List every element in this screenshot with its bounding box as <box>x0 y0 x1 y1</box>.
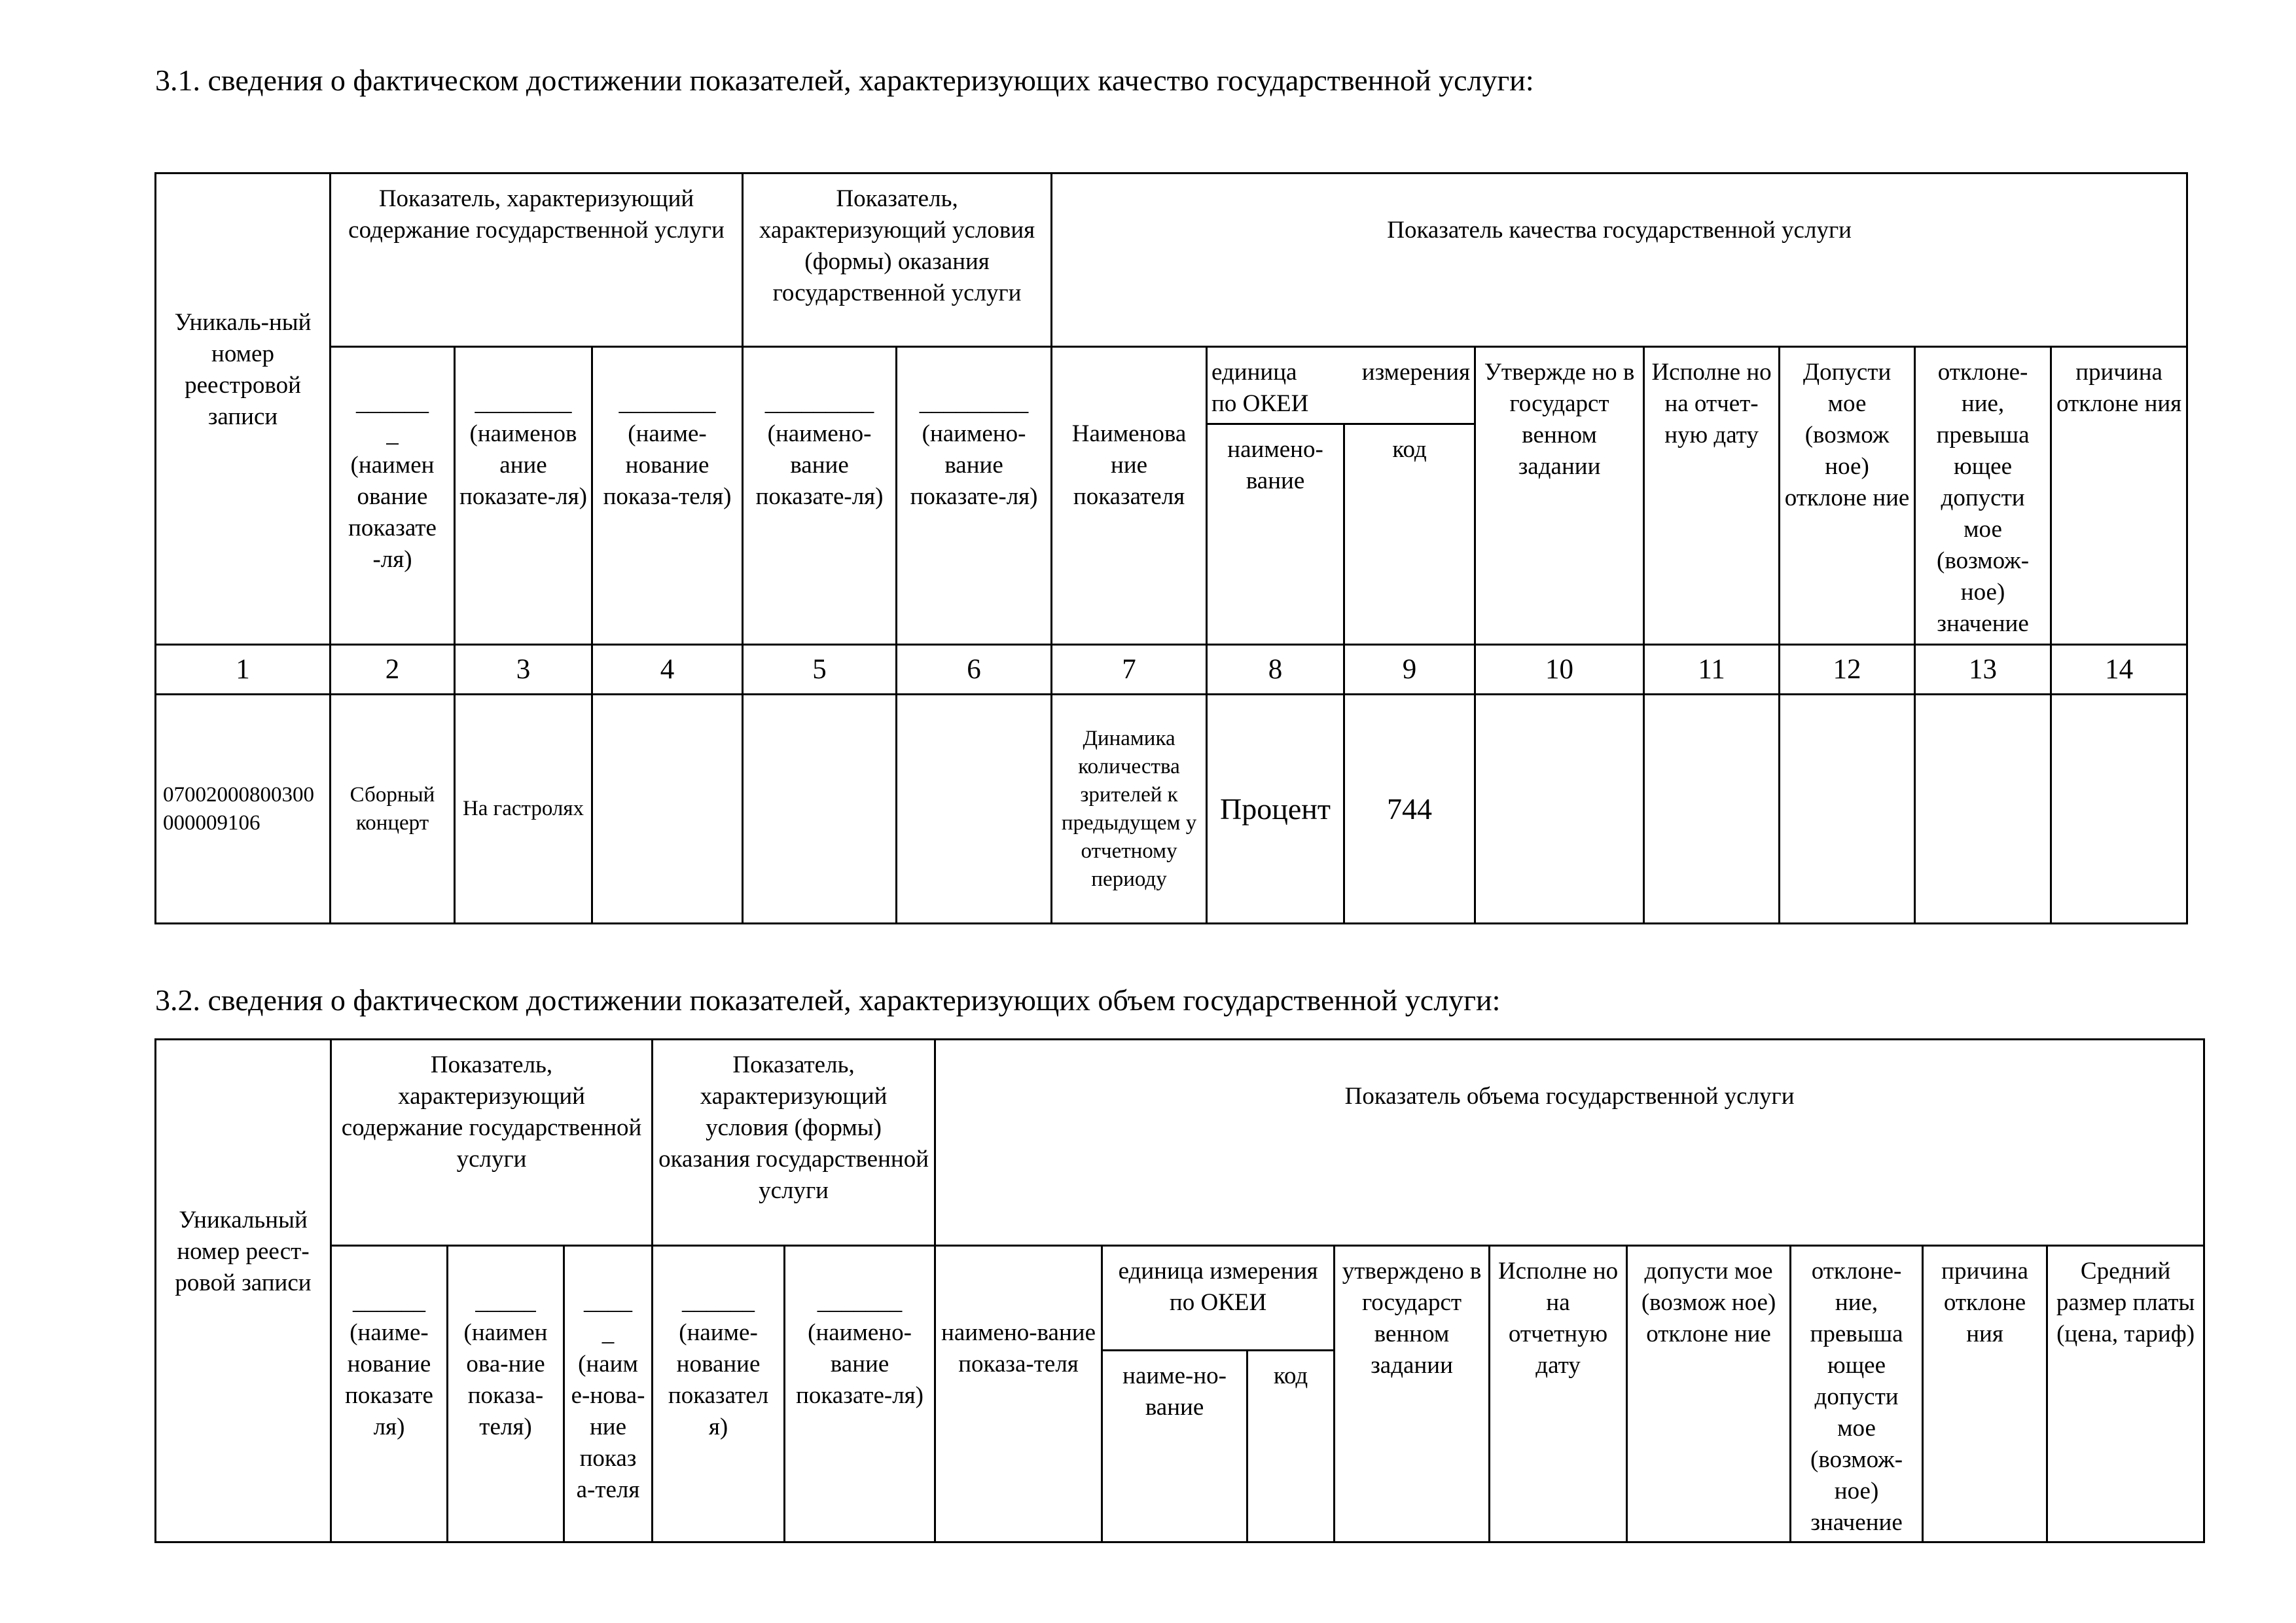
header-unit-group: единица измерения по ОКЕИ <box>1102 1246 1335 1351</box>
header-col-6 <box>785 1246 935 1542</box>
header-col-2-line: ______ <box>353 1288 425 1315</box>
header-col-4-line: ____ <box>584 1288 633 1315</box>
header-col-13: отклоне-ние, превыша ющее допусти мое (возмож-ное) значение <box>1791 1246 1923 1542</box>
header-col-3 <box>455 347 592 645</box>
header-volume-group: Показатель объема государственной услуги <box>935 1040 2204 1246</box>
cell-empty <box>1780 695 1915 924</box>
cell-unit-code: 744 <box>1344 695 1475 924</box>
header-col-2 <box>331 1246 448 1542</box>
cell-empty <box>1475 695 1644 924</box>
header-col-6-text: (наимено-вание показате-ля) <box>796 1319 924 1409</box>
header-col-5 <box>743 347 897 645</box>
header-col-2 <box>331 347 455 645</box>
quality-table <box>154 172 2188 924</box>
header-col-4 <box>592 347 743 645</box>
header-conditions-group: Показатель, характеризующий условия (формы) оказания государственной услуги <box>743 173 1052 347</box>
col-number: 14 <box>2051 645 2187 695</box>
header-unique-number: Уникальный номер реест-ровой записи <box>156 1040 331 1542</box>
cell-unique-number: 07002000800300000009106 <box>156 695 331 924</box>
col-number: 4 <box>592 645 743 695</box>
header-col-6-line: _________ <box>919 389 1029 416</box>
cell-empty <box>1915 695 2051 924</box>
cell-content: Сборный концерт <box>331 695 455 924</box>
header-col-4-text: (наиме-нование показа-теля) <box>603 420 732 510</box>
header-col-4-line2: _ <box>601 1319 615 1346</box>
col-number: 9 <box>1344 645 1475 695</box>
header-col-3-text: (наименов ание показате-ля) <box>459 420 587 510</box>
header-col-9: код <box>1344 424 1475 645</box>
header-unit-group-c: по ОКЕИ <box>1211 390 1309 417</box>
cell-unit-name: Процент <box>1207 695 1344 924</box>
header-col-5-line: ______ <box>682 1288 755 1315</box>
col-number: 12 <box>1780 645 1915 695</box>
cell-empty <box>743 695 897 924</box>
cell-form: На гастролях <box>455 695 592 924</box>
header-col-6-line: _______ <box>817 1288 903 1315</box>
header-col-13: отклоне-ние, превыша ющее допусти мое (возмож-ное) значение <box>1915 347 2051 645</box>
header-col-4-text: (наим е-нова-ние показ а-теля <box>571 1351 645 1503</box>
header-unit-group <box>1207 347 1475 424</box>
header-col-5-line: _________ <box>764 389 874 416</box>
header-col-12: Допусти мое (возмож ное) отклоне ние <box>1780 347 1915 645</box>
col-number: 2 <box>331 645 455 695</box>
header-col-7: наимено-вание показа-теля <box>935 1246 1102 1542</box>
header-col-3-line: ________ <box>475 389 572 416</box>
header-col-10: Утвержде но в государст венном задании <box>1475 347 1644 645</box>
col-number: 5 <box>743 645 897 695</box>
header-col-11: Исполне но на отчет-ную дату <box>1644 347 1780 645</box>
header-unique-number: Уникаль-ный номер реестровой записи <box>156 173 331 645</box>
table-row <box>156 695 2187 924</box>
header-col-11: Исполне но на отчетную дату <box>1490 1246 1627 1542</box>
cell-empty <box>1644 695 1780 924</box>
cell-indicator-name: Динамика количества зрителей к предыдущем у отчетному периоду <box>1052 695 1207 924</box>
header-col-6 <box>897 347 1052 645</box>
col-number: 3 <box>455 645 592 695</box>
header-conditions-group: Показатель, характеризующий условия (формы) оказания государственной услуги <box>653 1040 935 1246</box>
header-col-10: утверждено в государст венном задании <box>1335 1246 1490 1542</box>
col-number: 13 <box>1915 645 2051 695</box>
header-col-8: наиме-но-вание <box>1102 1351 1247 1542</box>
col-number: 11 <box>1644 645 1780 695</box>
header-unit-group-a: единица <box>1211 359 1297 386</box>
header-col-3-text: (наимен ова-ние показа-теля) <box>463 1319 548 1440</box>
header-quality-group: Показатель качества государственной услуги <box>1052 173 2187 347</box>
col-number: 6 <box>897 645 1052 695</box>
header-col-14: причина отклоне ния <box>2051 347 2187 645</box>
header-col-15: Средний размер платы (цена, тариф) <box>2047 1246 2204 1542</box>
header-col-5-text: (наиме-нование показател я) <box>668 1319 769 1440</box>
header-unit-group-b: измерения <box>1361 359 1471 386</box>
header-col-2-text: (наиме-нование показате ля) <box>345 1319 433 1440</box>
col-number: 8 <box>1207 645 1344 695</box>
header-content-group: Показатель, характеризующий содержание государственной услуги <box>331 173 743 347</box>
header-col-3 <box>448 1246 564 1542</box>
header-col-6-text: (наимено-вание показате-ля) <box>910 420 1038 510</box>
header-content-group: Показатель, характеризующий содержание государственной услуги <box>331 1040 653 1246</box>
header-col-9: код <box>1247 1351 1335 1542</box>
cell-empty <box>2051 695 2187 924</box>
volume-table <box>154 1038 2205 1543</box>
header-col-7: Наименова ние показателя <box>1052 347 1207 645</box>
header-col-5-text: (наимено-вание показате-ля) <box>755 420 884 510</box>
header-col-4 <box>564 1246 653 1542</box>
header-col-14: причина отклоне ния <box>1923 1246 2047 1542</box>
header-col-8: наимено-вание <box>1207 424 1344 645</box>
cell-empty <box>592 695 743 924</box>
header-col-2-line2: _ <box>386 420 399 447</box>
header-col-4-line: ________ <box>619 389 716 416</box>
section-31-title: 3.1. сведения о фактическом достижении показателей, характеризующих качество государственной услуги: <box>155 64 1534 97</box>
section-32-title: 3.2. сведения о фактическом достижении показателей, характеризующих объем государственной услуги: <box>155 983 1501 1017</box>
col-number: 1 <box>156 645 331 695</box>
header-col-5 <box>653 1246 785 1542</box>
col-number: 10 <box>1475 645 1644 695</box>
header-col-2-line: ______ <box>356 389 429 416</box>
cell-empty <box>897 695 1052 924</box>
header-col-2-text: (наимен ование показате -ля) <box>348 452 437 573</box>
header-col-12: допусти мое (возмож ное) отклоне ние <box>1627 1246 1791 1542</box>
col-number: 7 <box>1052 645 1207 695</box>
header-col-3-line: _____ <box>475 1288 536 1315</box>
